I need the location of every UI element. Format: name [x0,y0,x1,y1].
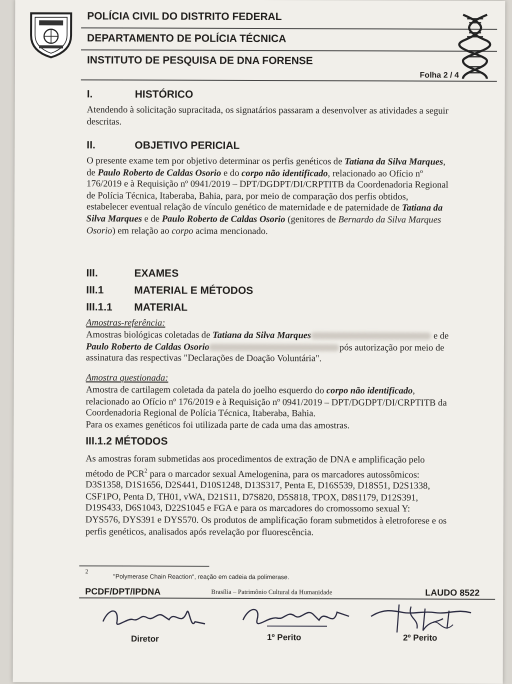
footnote-marker: 2 [85,569,88,575]
section-title-exames: EXAMES [134,268,178,280]
footnote-text: "Polymerase Chain Reaction", reação em cadeia da polimerase. [113,573,289,581]
objetivo-paragraph: O presente exame tem por objetivo determinar os perfis genéticos de Tatiana da Silva Marques, de Paulo Roberto de Caldas Osorio e do corpo não identificado, relacionado ao Ofício nº 176/2019 e à Requisição nº 0941/2019 – DPT/DGDPT/DI/CRPTITB da Coordenadoria Regional de Polícia Técnica, Itaberaba, Bahia, para, por meio de comparação dos perfis obtidos, estabelecer eventual relação de vínculo genético de maternidade e de paternidade de Tatiana da Silva Marques e de Paulo Roberto de Caldas Osorio (genitores de Bernardo da Silva Marques Osorio) em relação ao corpo acima mencionado. [86,156,492,239]
signature-label-segundo-perito: 2º Perito [403,633,437,643]
header-divider [81,49,497,51]
subsection-title-material: MATERIAL [134,302,188,314]
header-institute: INSTITUTO DE PESQUISA DE DNA FORENSE [87,54,313,67]
page-counter: Folha 2 / 4 [420,71,459,80]
footer-organization: PCDF/DPT/IPDNA [85,586,161,596]
metodos-paragraph: As amostras foram submetidas aos procedimentos de extração de DNA e amplificação pelo método de PCR$^2$ para o marcador sexual Amelogenina, para os marcadores autossômicos: D3S1358, D1S1656, D2S441, D10S1248, D13S317, Penta E, D16S539, D18S51, D2S1338, CSF1PO, Penta D, TH01, vWA, D21S11, D7S820, D5S818, TPOX, D8S1179, D12S391, D19S433, D6S1043, D22S1045 e FGA e para os marcadores do cromossomo sexual Y: DYS576, DYS391 e DYS570. Os produtos de amplificação foram submetidos à eletroforese e os perfis genéticos, analisados após revelação por fluorescência. [85,454,491,540]
signature-label-primeiro-perito: 1º Perito [267,632,301,642]
subsection-title-material-metodos: MATERIAL E MÉTODOS [134,285,253,297]
signature-label-diretor: Diretor [131,634,159,644]
header-department: DEPARTAMENTO DE POLÍCIA TÉCNICA [87,32,286,45]
footer-report-number: LAUDO 8522 [425,588,480,598]
redacted-block [311,333,431,340]
police-seal-icon [25,7,77,59]
amostras-referencia-heading: Amostras-referência: [86,318,165,328]
subsection-title-metodos: III.1.2 MÉTODOS [86,435,168,447]
amostra-questionada-paragraph: Amostra de cartilagem coletada da patela do joelho esquerdo do corpo não identificado, relacionado ao Ofício nº 176/2019 e à Requisição nº 0941/2019 – DPT/DGDPT/DI/CRPTITB da Coordenadoria Regional de Polícia Técnica, Itaberaba, Bahia. Para os exames genéticos foi utilizada parte de cada uma das amostras. [86,385,492,433]
section-title-objetivo: OBJETIVO PERICIAL [135,140,240,152]
footnote-divider [79,565,209,566]
section-title-historico: HISTÓRICO [135,89,193,101]
header-bottom-divider [81,79,497,81]
document-page [13,0,505,684]
first-expert-signature [237,600,353,634]
director-signature [99,599,209,633]
footer-motto: Brasília – Patrimônio Cultural da Humanidade [211,589,332,596]
header-agency: POLÍCIA CIVIL DO DISTRITO FEDERAL [87,10,282,23]
redacted-block [209,344,339,351]
section-number: III. [86,267,98,279]
historico-paragraph: Atendendo à solicitação supracitada, os signatários passaram a desenvolver as atividades a seguir descritas. [87,105,493,130]
amostras-referencia-paragraph: Amostras biológicas coletadas de Tatiana da Silva Marques e de Paulo Roberto de Caldas Osorio pós autorização por meio de assinatura das respectivas "Declarações de Doação Voluntária". [86,330,492,366]
header-divider [81,27,497,29]
dna-helix-icon [457,13,495,81]
subsection-number: III.1 [86,284,104,296]
subsection-number: III.1.1 [86,301,112,313]
amostra-questionada-heading: Amostra questionada: [86,373,168,383]
section-number: II. [87,139,96,151]
section-number: I. [87,88,93,100]
